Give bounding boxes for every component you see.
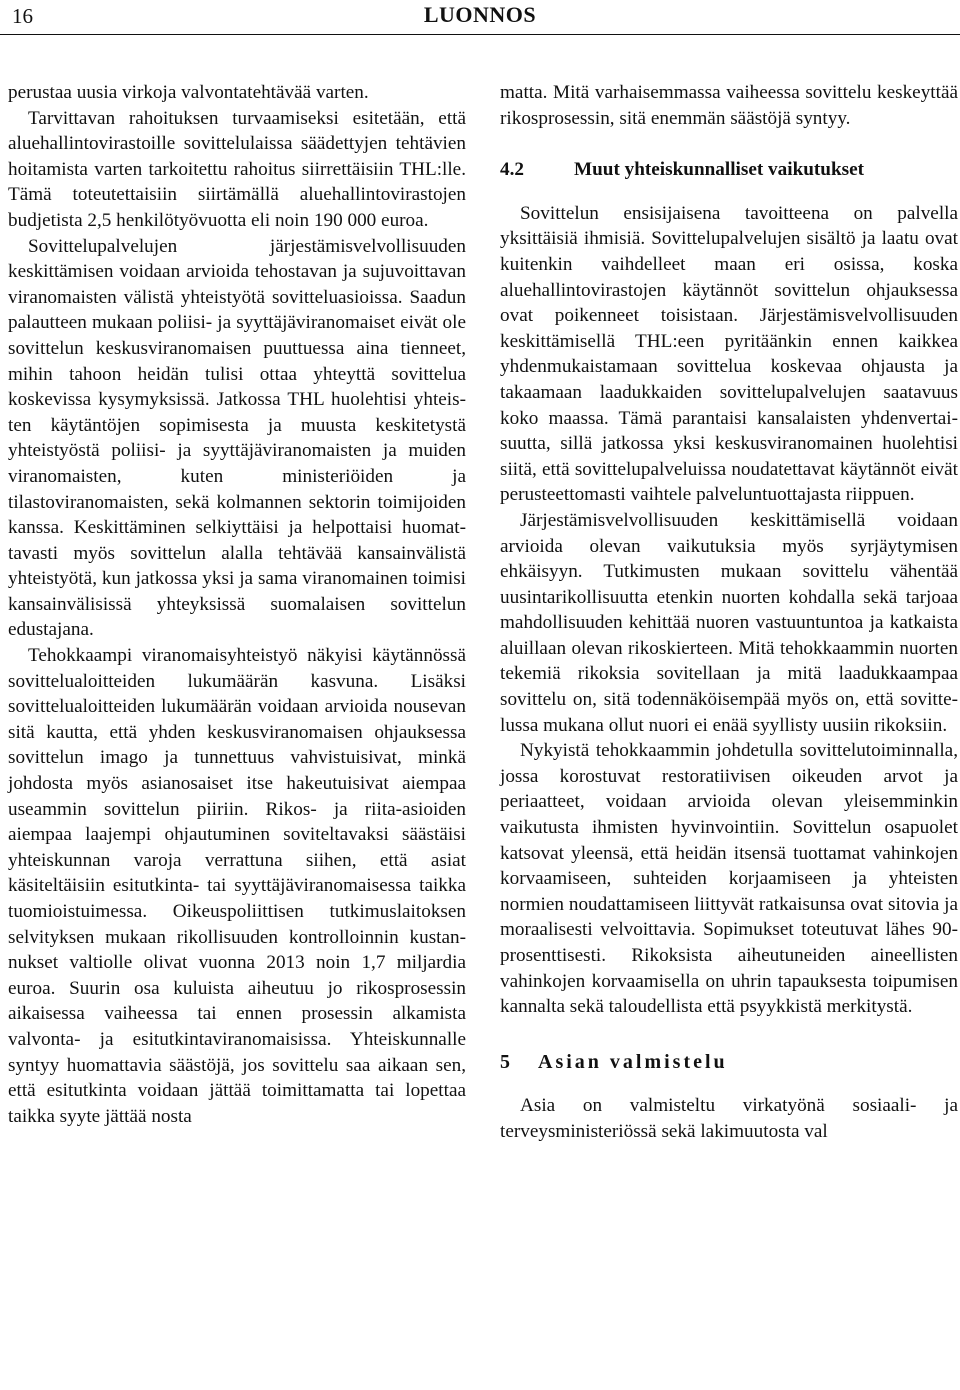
section-heading-5 — [500, 1050, 958, 1076]
running-title: LUONNOS — [423, 2, 537, 27]
paragraph-continuation: matta. Mitä varhaisemmassa vaiheessa sovittelu keskeyttää rikosprosessin, sitä enemmän säästöjä syntyy. — [500, 82, 958, 129]
paragraph: Tarvittavan rahoituksen turvaamiseksi esitetään, että aluehallintovirastoille sovittelulaissa säädettyjen tehtävien hoitamista varten tarkoitettu rahoitus siirrettäisiin THL:lle. Tämä toteutettaisiin siirtämällä aluehallintovirastojen budjetista 2,5 henkilötyövuotta eli noin 190 000 euroa. — [8, 107, 466, 231]
page-header — [0, 0, 960, 38]
right-column — [500, 80, 958, 1145]
paragraph: Asia on valmisteltu virkatyönä sosiaali- ja terveysministeriössä sekä lakimuutosta val — [500, 1095, 958, 1142]
paragraph: Järjestämisvelvollisuuden keskittämisellä voidaan arvioida olevan vaikutuksia myös syrjäytymisen ehkäisyyn. Tutkimusten mukaan sovittelu vähentää uusintarikollisuutta etenkin nuorten kohdalla sekä tarjoaa mahdollisuuden kehittää nuoren vastuuntuntoa ja katkaista aluillaan olevan rikoskierteen. Mitä tehokkaammin nuorten tekemiä rikoksia sovitellaan ja mitä laadukkaampaa sovittelu on, sitä todennäköisempää myös on, että sovittelussa mukana ollut nuori ei enää syyllisty uusiin rikoksiin. — [500, 509, 958, 736]
header-rule — [0, 34, 960, 35]
paragraph: perustaa uusia virkoja valvontatehtävää varten. — [8, 82, 369, 103]
paragraph: Nykyistä tehokkaammin johdetulla sovittelutoiminnalla, jossa korostuvat restoratiivisen oikeuden arvot ja periaatteet, voidaan arvioida olevan yleisemminkin vaikutusta ihmisten hyvinvointiin. Sovittelun osapuolet katsovat yleensä, että heidän itsensä tuottamat vahinkojen korvaamiseen, suhteiden korjaamiseen ja yhteisten normien noudattamiseen liittyvät ratkaisunsa ovat sitovia ja moraalisesti velvoittavia. Sopimukset toteutuvat lähes 90-prosenttisesti. Rikoksista aiheutuneiden aineellisten vahinkojen korvaamisella on uhrin tapauksesta toipumisen kannalta sekä taloudellista että psyykkistä merkitystä. — [500, 740, 958, 1018]
section-heading-4-2 — [500, 157, 958, 183]
section-title: Asian valmistelu — [538, 1050, 728, 1073]
section-number: 4.2 — [500, 159, 524, 181]
section-title: Muut yhteiskunnalliset vaikutukset — [574, 159, 865, 181]
page-number: 16 — [12, 4, 33, 28]
paragraph: Sovittelun ensisijaisena tavoitteena on palvella yksittäisiä ihmisiä. Sovittelupalvelujen sisältö ja laatu ovat kuitenkin vaihdelleet maan eri osissa, koska aluehallintovirastojen käytännöt sovittelun ohjauksessa ovat poikenneet toisistaan. Järjestämisvelvollisuuden keskittämisellä THL:een pyritäänkin ennen kaikkea yhdenmukaistamaan sovittelua koskevaa ohjausta ja takaamaan laadukkaiden sovittelupalvelujen saatavuus koko maassa. Tämä parantaisi kansalaisten yhdenvertaisuutta, sillä jatkossa yksi keskusviranomainen huolehtisi siitä, että sovittelupalveluissa noudatettavat käytännöt eivät perusteettomasti vaihtele palveluntuottajasta riippuen. — [500, 202, 958, 506]
paragraph: Sovittelupalvelujen järjestämisvelvollisuuden keskittämisen voidaan arvioida tehostavan ja sujuvoittavan viranomaisten välistä yhteistyötä sovitteluasioissa. Saadun palautteen mukaan poliisi- ja syyttäjäviranomaiset eivät ole sovittelun keskusviranomaisen puuttuessa aina tienneet, mihin tahoon heidän tulisi ottaa yhteyttä sovittelua koskevissa kysymyksissä. Jatkossa THL huolehtisi yhteisten käytäntöjen sopimisesta ja muusta keskitetystä yhteistyöstä poliisi- ja syyttäjäviranomaisten ja muiden viranomaisten, kuten ministeriöiden ja tilastoviranomaisten, sekä kolmannen sektorin toimijoiden kanssa. Keskittäminen selkiyttäisi ja helpottaisi huomattavasti myös sovittelun alalla tehtävää kansainvälistä yhteistyötä, kun jatkossa yksi ja sama viranomainen toimisi kansainvälisissä yhteyksissä suomalaisen sovittelun edustajana. — [8, 235, 466, 641]
left-column — [8, 80, 466, 1129]
section-number: 5 — [500, 1050, 513, 1073]
paragraph: Tehokkaampi viranomaisyhteistyö näkyisi käytännössä sovittelualoitteiden lukumäärän kasvuna. Lisäksi sovittelualoitteiden lukumäärän voidaan arvioida nousevan sitä kautta, että yhden keskusviranomaisen ohjauksessa sovittelun imago ja tunnettuus vahvistuisivat, minkä johdosta myös asianosaiset itse hakeutuisivat aiempaa useammin sovittelun piiriin. Rikos- ja riita-asioiden aiempaa laajempi ohjautuminen soviteltavaksi säästäisi yhteiskunnan varoja verrattuna siihen, että asiat käsiteltäisiin esitutkinta- tai syyttäjäviranomaisessa taikka tuomioistuimessa. Oikeuspoliittisen tutkimuslaitoksen selvityksen mukaan rikollisuuden kontrolloinnin kustannukset valtiolle olivat vuonna 2013 noin 1,7 miljardia euroa. Suurin osa kuluista aiheutuu jo rikosprosessin aikaisessa vaiheessa tai ennen prosessin alkamista valvonta- ja esitutkintaviranomaisissa. Yhteiskunnalle syntyy huomattavia säästöjä, jos sovittelu saa aikaan sen, että esitutkinta voidaan jättää toimittamatta tai lopettaa taikka syyte jättää nosta — [8, 645, 466, 1127]
